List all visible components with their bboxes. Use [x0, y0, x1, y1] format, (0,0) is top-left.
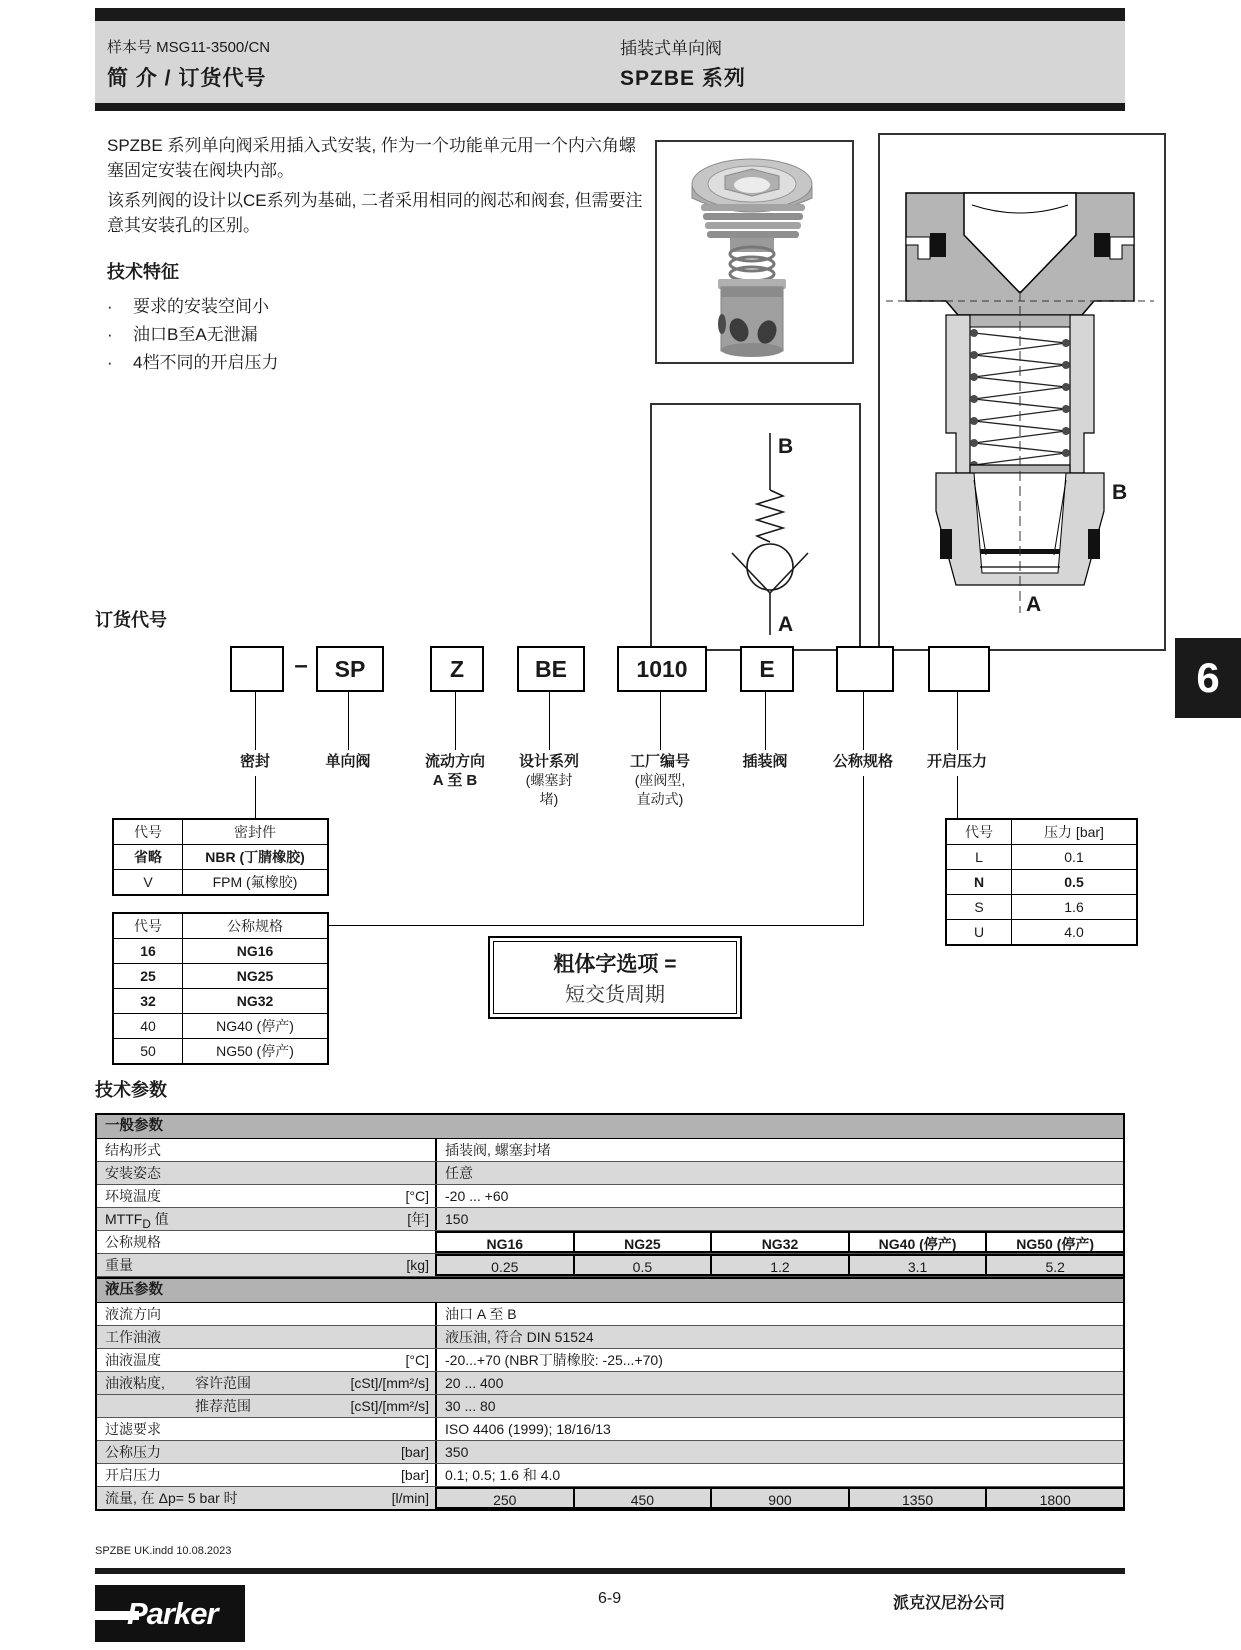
parker-logo [95, 1585, 245, 1642]
feature-item [107, 348, 278, 373]
ordering-box-z: Z [430, 646, 484, 692]
parker-logo-text: Parker [127, 1596, 218, 1631]
ordering-label-cartridge: 插装阀 [742, 753, 788, 770]
table-row: 重量 [kg] 0.25 0.5 1.2 3.1 5.2 [97, 1254, 1123, 1277]
feature-item [107, 320, 258, 345]
ordering-label-cracking-pressure: 开启压力 [926, 753, 987, 770]
table-row: 16 NG16 [113, 939, 328, 964]
valve-cross-section-diagram [880, 135, 1160, 645]
footer-bar [95, 1568, 1125, 1574]
table-row: 油液粘度, 容许范围 [cSt]/[mm²/s] 20 ... 400 [97, 1372, 1123, 1395]
table-row: L 0.1 [946, 845, 1137, 870]
connector-line [660, 690, 661, 750]
note-line-2: 短交货周期 [565, 984, 665, 1006]
section-port-b-label: B [1112, 481, 1128, 504]
top-black-bar [95, 8, 1125, 21]
table-row: $MTTF_D$ 值 [年] 150 [97, 1208, 1123, 1231]
company-name: 派克汉尼汾公司 [893, 1595, 1006, 1612]
table-row: 工作油液 液压油, 符合 DIN 51524 [97, 1326, 1123, 1349]
file-info: SPZBE UK.indd 10.08.2023 [95, 1545, 232, 1557]
intro-paragraph-1: SPZBE 系列单向阀采用插入式安装, 作为一个功能单元用一个内六角螺塞固定安装在阀块内部。 [107, 136, 636, 180]
page-number: 6-9 [598, 1590, 622, 1607]
tech-data-table [95, 1113, 1125, 1511]
table-row: 油液温度 [°C] -20...+70 (NBR丁腈橡胶: -25...+70) [97, 1349, 1123, 1372]
table-row: 过滤要求 ISO 4406 (1999); 18/16/13 [97, 1418, 1123, 1441]
table-row: 流量, 在 Δp= 5 bar 时 [l/min] 250 450 900 1350 1800 [97, 1487, 1123, 1509]
ordering-label-design-series: 设计系列 (螺塞封 堵) [518, 753, 579, 807]
tech-data-title: 技术参数 [95, 1080, 167, 1100]
note-line-1: 粗体字选项 = [553, 953, 677, 976]
page-title: 简 介 / 订货代号 [107, 67, 267, 90]
ordering-box-1010: 1010 [617, 646, 707, 692]
feature-text: 油口B至A无泄漏 [133, 325, 258, 344]
bold-option-note [488, 936, 742, 1019]
connector-line [455, 690, 456, 750]
ordering-label-check-valve: 单向阀 [325, 753, 371, 770]
table-row: 结构形式 插装阀, 螺塞封堵 [97, 1139, 1123, 1162]
ordering-title: 订货代号 [95, 610, 167, 630]
feature-text: 4档不同的开启压力 [133, 353, 279, 372]
ordering-label-factory-number: 工厂编号 (座阀型, 直动式) [629, 753, 690, 807]
table-row: 省略 NBR (丁腈橡胶) [113, 845, 328, 870]
band-hydraulic: 液压参数 [97, 1277, 1123, 1303]
connector-line [863, 690, 864, 750]
ordering-box-seal [230, 646, 284, 692]
table-header-row: 代号 压力 [bar] [946, 819, 1137, 845]
table-row: 50 NG50 (停产) [113, 1039, 328, 1065]
table-row: V FPM (氟橡胶) [113, 870, 328, 896]
symbol-port-b-label: B [778, 435, 794, 458]
table-row: 公称压力 [bar] 350 [97, 1441, 1123, 1464]
product-type: 插装式单向阀 [620, 39, 722, 58]
table-row: 液流方向 油口 A 至 B [97, 1303, 1123, 1326]
section-view-box [878, 133, 1166, 651]
symbol-box [650, 403, 861, 651]
table-row: 环境温度 [°C] -20 ... +60 [97, 1185, 1123, 1208]
bullet-glyph: · [107, 325, 113, 344]
connector-line [863, 776, 864, 925]
connector-line [255, 776, 256, 818]
bullet-glyph: · [107, 297, 113, 316]
features-title: 技术特征 [107, 262, 179, 282]
ordering-box-e: E [740, 646, 794, 692]
table-header-row: 代号 密封件 [113, 819, 328, 845]
table-row: 32 NG32 [113, 989, 328, 1014]
connector-line [549, 690, 550, 750]
table-row: 公称规格 NG16 NG25 NG32 NG40 (停产) NG50 (停产) [97, 1231, 1123, 1254]
valve-photo-illustration [657, 142, 848, 358]
connector-line [765, 690, 766, 750]
connector-line [957, 690, 958, 750]
ordering-label-seal: 密封 [239, 753, 270, 770]
size-code-table [112, 912, 329, 1065]
connector-line [348, 690, 349, 750]
feature-text: 要求的安装空间小 [133, 297, 269, 316]
connector-line [290, 925, 864, 926]
intro-paragraph-2: 该系列阀的设计以CE系列为基础, 二者采用相同的阀芯和阀套, 但需要注意其安装孔的区别。 [107, 191, 643, 235]
table-header-row: 代号 公称规格 [113, 913, 328, 939]
feature-item [107, 292, 269, 317]
ordering-label-flow-direction: 流动方向 A 至 B [424, 753, 485, 789]
connector-line [255, 690, 256, 750]
table-row: 40 NG40 (停产) [113, 1014, 328, 1039]
table-row: 推荐范围 [cSt]/[mm²/s] 30 ... 80 [97, 1395, 1123, 1418]
band-general: 一般参数 [97, 1115, 1123, 1139]
series-title: SPZBE 系列 [620, 67, 746, 90]
table-row: 开启压力 [bar] 0.1; 0.5; 1.6 和 4.0 [97, 1464, 1123, 1487]
seal-code-table [112, 818, 329, 896]
section-port-a-label: A [1026, 593, 1042, 616]
connector-line [957, 776, 958, 818]
catalog-number: 样本号 MSG11-3500/CN [107, 39, 271, 56]
table-row: 25 NG25 [113, 964, 328, 989]
symbol-port-a-label: A [778, 613, 794, 636]
table-row: 安装姿态 任意 [97, 1162, 1123, 1185]
table-row: S 1.6 [946, 895, 1137, 920]
ordering-box-size [836, 646, 894, 692]
ordering-box-pressure [928, 646, 990, 692]
ordering-box-sp: SP [316, 646, 384, 692]
ordering-dash: – [294, 652, 308, 679]
table-row: U 4.0 [946, 920, 1137, 946]
chapter-tab: 6 [1175, 638, 1241, 718]
ordering-box-be: BE [517, 646, 585, 692]
header-divider-bar [95, 103, 1125, 111]
valve-photo-box [655, 140, 854, 364]
pressure-code-table [945, 818, 1138, 946]
bullet-glyph: · [107, 353, 113, 372]
table-row: N 0.5 [946, 870, 1137, 895]
check-valve-symbol [652, 405, 855, 645]
ordering-label-size: 公称规格 [832, 753, 893, 770]
